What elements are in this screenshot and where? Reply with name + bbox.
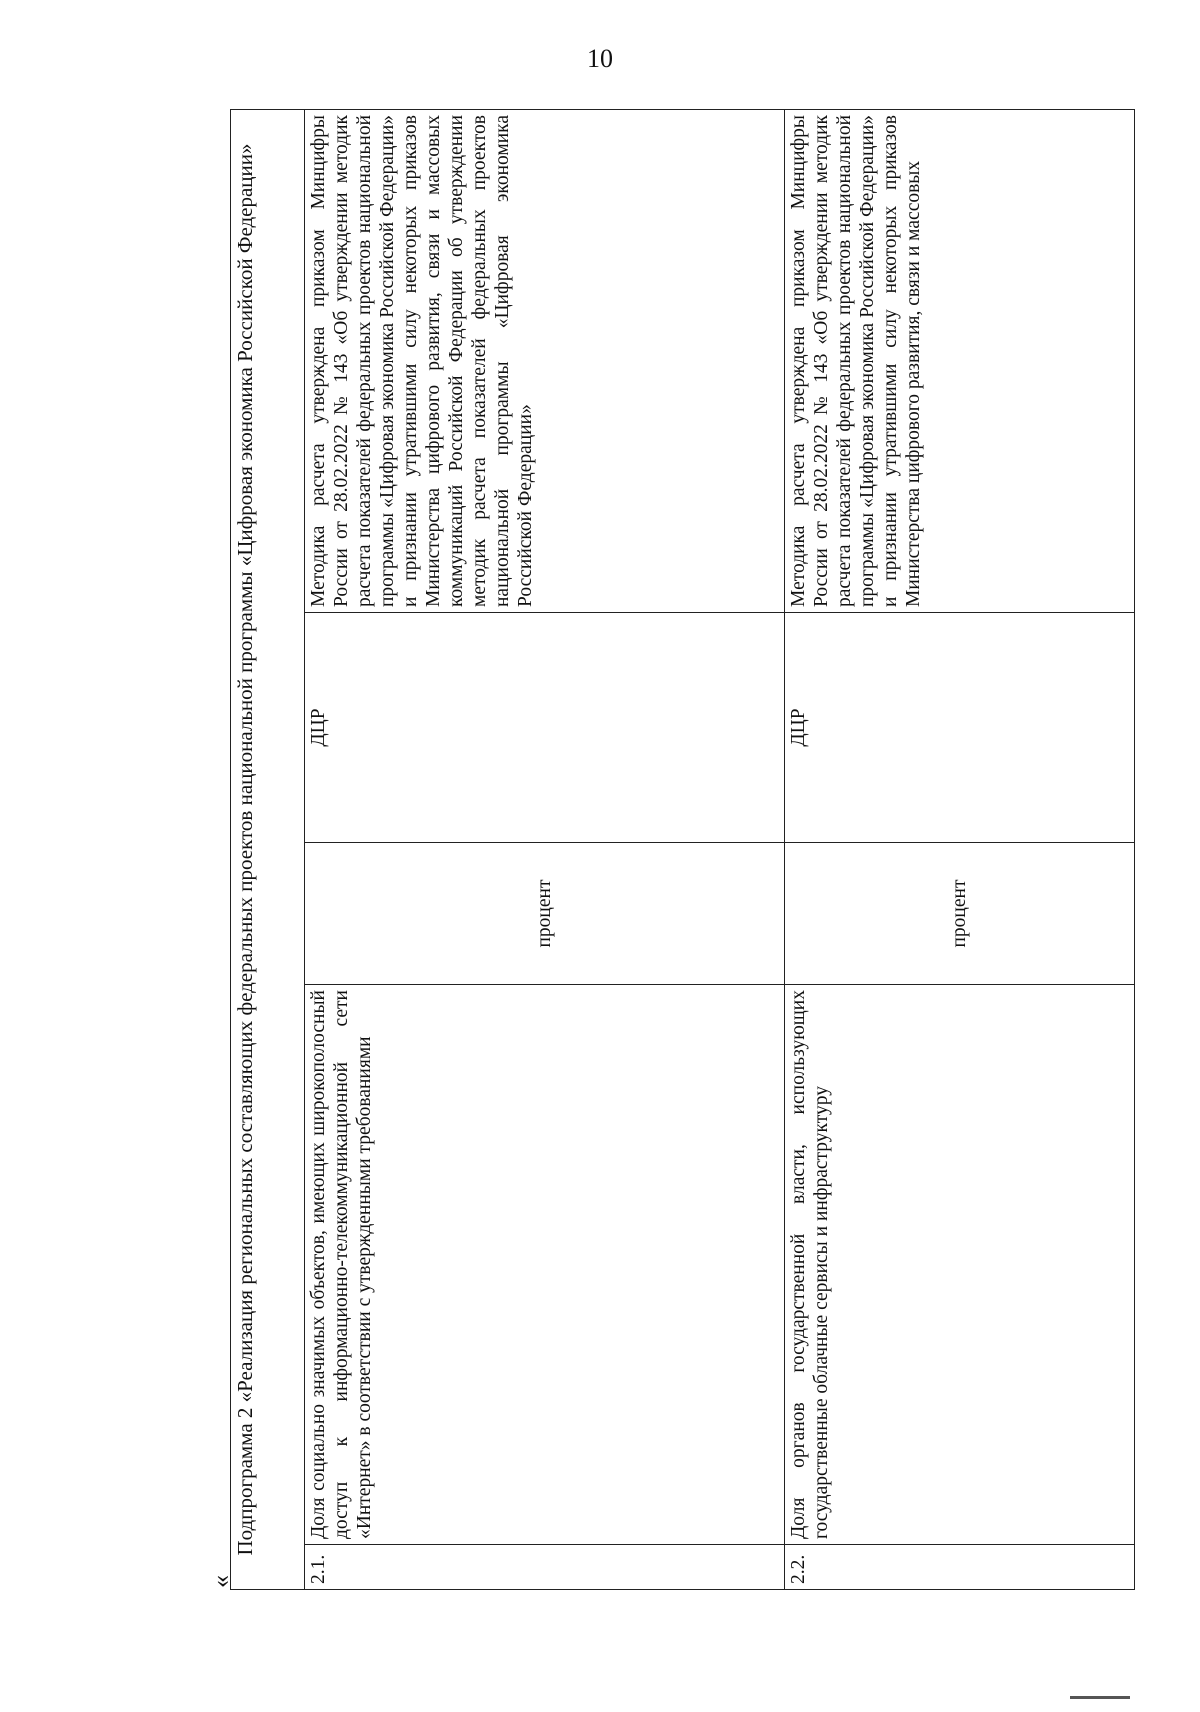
indicators-table	[230, 109, 1135, 1590]
subprogram-title: Подпрограмма 2 «Реализация региональных составляющих федеральных проектов национальной программы «Цифровая экономика Российской Федерации»	[231, 109, 305, 1589]
table-row	[784, 109, 1134, 1589]
rotated-table-container	[230, 110, 1135, 1590]
responsible-org: ДЦР	[784, 613, 1134, 843]
page-number: 10	[587, 44, 613, 73]
table-title-row	[231, 109, 305, 1589]
calculation-method: Методика расчета утверждена приказом Минцифры России от 28.02.2022 № 143 «Об утверждении методик расчета показателей федеральных проектов национальной программы «Цифровая экономика Российской Федерации» и признании утратившими силу некоторых приказов Министерства цифрового развития, связи и массовых	[784, 109, 1134, 612]
indicator-name: Доля органов государственной власти, использующих государственные облачные сервисы и инфраструктуру	[784, 985, 1134, 1545]
responsible-org: ДЦР	[304, 613, 784, 843]
scan-edge-mark	[1070, 1696, 1130, 1699]
table-row	[304, 109, 784, 1589]
indicator-name: Доля социально значимых объектов, имеющих широкополосный доступ к информационно-телекоммуникационной сети «Интернет» в соответствии с утвержденными требованиями	[304, 985, 784, 1545]
opening-quote: «	[206, 1575, 235, 1588]
unit-of-measure: процент	[304, 843, 784, 985]
row-number: 2.1.	[304, 1545, 784, 1590]
row-number: 2.2.	[784, 1545, 1134, 1590]
unit-of-measure: процент	[784, 843, 1134, 985]
calculation-method: Методика расчета утверждена приказом Минцифры России от 28.02.2022 № 143 «Об утверждении методик расчета показателей федеральных проектов национальной программы «Цифровая экономика Российской Федерации» и признании утратившими силу некоторых приказов Министерства цифрового развития, связи и массовых коммуникаций Российской Федерации об утверждении методик расчета показателей федеральных проектов национальной программы «Цифровая экономика Российской Федерации»	[304, 109, 784, 612]
